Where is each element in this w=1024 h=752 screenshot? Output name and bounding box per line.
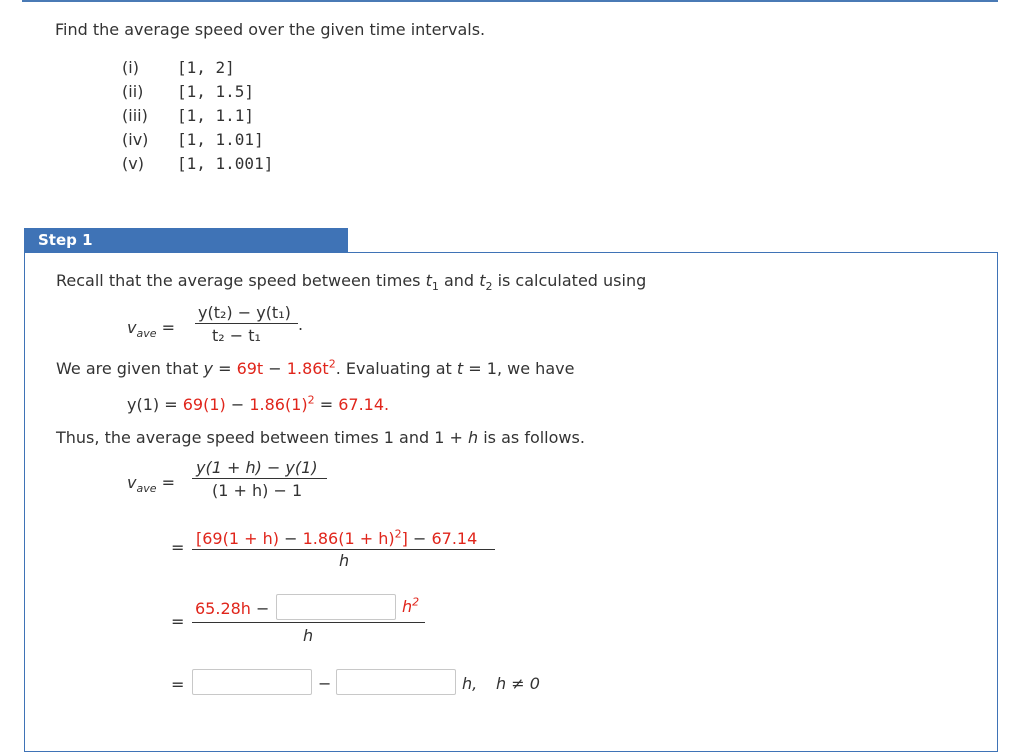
simplified-h-squared [402,597,419,616]
thus-text: Thus, the average speed between times 1 and 1 + [56,428,463,447]
h-symbol: h [402,597,413,616]
fraction-bar [192,549,495,550]
interval-label: (iii) [122,106,148,125]
and-text: and [443,271,475,290]
given-equals: = [218,359,232,378]
vave-subscript: ave [136,482,157,496]
interval-value: [1, 1.01] [177,130,264,149]
given-prefix: We are given that [56,359,199,378]
fraction-bar [195,323,298,324]
problem-prompt: Find the average speed over the given time intervals. [55,20,486,39]
thus-suffix: is as follows. [483,428,585,447]
final-h: h, [462,674,478,693]
vave-label-2 [127,473,175,496]
equals-sign: = [161,473,175,492]
vave-symbol: v [127,473,137,492]
t2-symbol: t [479,271,486,290]
given-linear-term: 69t [236,359,264,378]
interval-label: (iv) [122,130,149,149]
given-line [56,359,574,378]
answer-input-h-coefficient[interactable] [336,669,456,695]
vave-symbol: v [127,318,137,337]
equals-sign: = [171,612,185,631]
given-t: t [456,359,464,378]
interval-label: (ii) [122,82,144,101]
t1-symbol: t [425,271,432,290]
final-minus: − [318,674,332,693]
simplified-numerator [195,599,269,618]
interval-value: [1, 1.001] [177,154,274,173]
expanded-minus-2: − [412,529,427,548]
eval-lhs: y(1) = [127,395,178,414]
eval-minus: − [230,395,245,414]
interval-label: (v) [122,154,144,173]
given-exponent: 2 [328,357,336,371]
open-bracket: [ [196,529,203,548]
formula-period: . [298,315,304,334]
t1-subscript: 1 [431,280,439,294]
answer-input-constant[interactable] [192,669,312,695]
interval-value: [1, 2] [177,58,235,77]
close-bracket: ] [401,529,408,548]
evaluation-line [127,395,389,414]
given-suffix: we have [507,359,575,378]
interval-value: [1, 1.5] [177,82,255,101]
eval-exponent: 2 [307,393,315,407]
eval-result: 67.14. [338,395,390,414]
t2-subscript: 2 [485,280,493,294]
h-exponent: 2 [412,595,420,609]
simplified-linear: 65.28h [195,599,251,618]
final-condition: h ≠ 0 [496,674,540,693]
recall-text: Recall that the average speed between times [56,271,421,290]
expanded-denominator: h [339,551,350,570]
expanded-constant: 67.14 [431,529,478,548]
step-title[interactable]: Step 1 [24,228,348,252]
simplified-minus: − [256,599,270,618]
given-t-value: = 1, [468,359,503,378]
fraction-bar [192,478,327,479]
recall-suffix: is calculated using [497,271,647,290]
expanded-linear: 69(1 + h) [202,529,279,548]
thus-h: h [467,428,479,447]
given-mid-text: . Evaluating at [335,359,452,378]
vave-subscript: ave [136,327,157,341]
top-rule [22,0,998,2]
expanded-exponent: 2 [394,527,402,541]
equals-sign: = [161,318,175,337]
diff-quotient-denominator: (1 + h) − 1 [212,481,303,500]
expanded-numerator [196,529,477,548]
recall-line [56,271,647,294]
vave-label [127,318,175,341]
thus-line [56,428,585,447]
formula-denominator: t₂ − t₁ [212,326,261,345]
interval-label: (i) [122,58,139,77]
fraction-bar [192,622,425,623]
given-quadratic-term: 1.86t [286,359,329,378]
diff-quotient-numerator: y(1 + h) − y(1) [196,458,318,477]
equals-sign: = [171,538,185,557]
given-minus: − [268,359,282,378]
eval-linear: 69(1) [182,395,226,414]
answer-input-coefficient[interactable] [276,594,396,620]
equals-sign: = [171,675,185,694]
expanded-minus: − [284,529,298,548]
expanded-quadratic: 1.86(1 + h) [302,529,395,548]
given-y: y [203,359,213,378]
simplified-denominator: h [303,626,314,645]
eval-equals: = [319,395,334,414]
eval-quadratic: 1.86(1) [249,395,308,414]
interval-value: [1, 1.1] [177,106,255,125]
formula-numerator: y(t₂) − y(t₁) [198,303,291,322]
